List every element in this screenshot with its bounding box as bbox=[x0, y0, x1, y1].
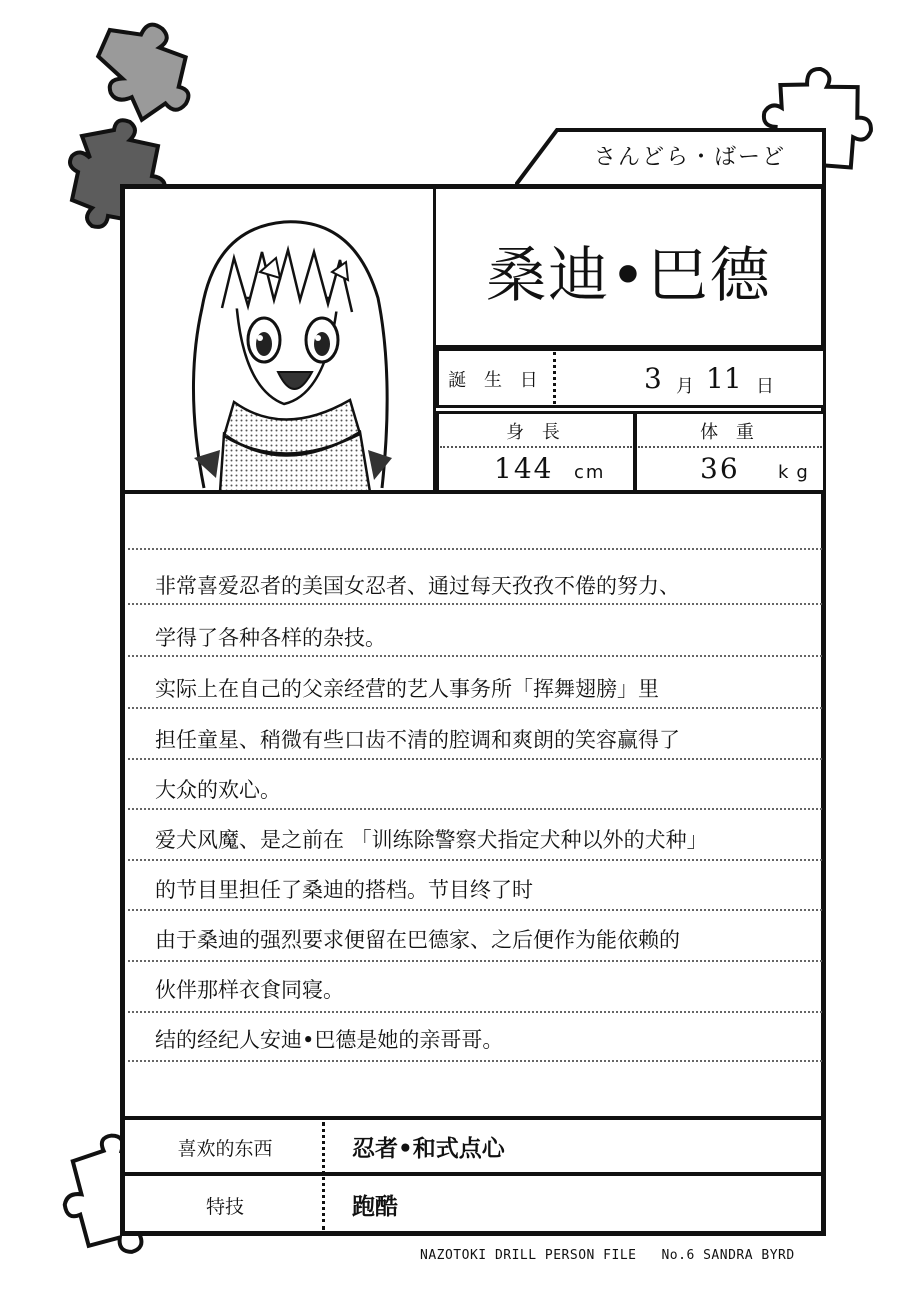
skill-label: 特技 bbox=[205, 1196, 244, 1218]
description-line: 学得了各种各样的杂技。 bbox=[155, 626, 386, 650]
footer-caption: NAZOTOKI DRILL PERSON FILE No.6 SANDRA BYRD bbox=[420, 1248, 795, 1263]
height-unit: cm bbox=[574, 462, 606, 483]
birthday-month: 3 bbox=[644, 362, 662, 395]
character-name: 桑迪•巴德 bbox=[486, 241, 772, 311]
description-line: 实际上在自己的父亲经营的艺人事务所「挥舞翅膀」里 bbox=[155, 677, 659, 701]
favorites-label: 喜欢的东西 bbox=[177, 1138, 273, 1160]
description-line: 由于桑迪的强烈要求便留在巴德家、之后便作为能依赖的 bbox=[155, 928, 680, 952]
weight-unit: kg bbox=[778, 462, 816, 483]
birthday-day-unit: 日 bbox=[756, 376, 774, 397]
character-portrait bbox=[124, 188, 436, 492]
birthday-label: 誕 生 日 bbox=[448, 370, 544, 391]
furigana-label: さんどら・ばーど bbox=[593, 145, 786, 170]
birthday-day: 11 bbox=[706, 362, 742, 395]
description-line: 担任童星、稍微有些口齿不清的腔调和爽朗的笑容赢得了 bbox=[155, 728, 680, 752]
weight-value: 36 bbox=[700, 452, 740, 485]
skill-value: 跑酷 bbox=[352, 1194, 398, 1220]
description-line: 的节目里担任了桑迪的搭档。节目终了时 bbox=[155, 878, 533, 902]
height-label: 身 長 bbox=[506, 422, 566, 443]
height-value: 144 bbox=[494, 452, 554, 485]
birthday-month-unit: 月 bbox=[676, 376, 694, 397]
favorites-value: 忍者•和式点心 bbox=[352, 1136, 505, 1162]
weight-label: 体 重 bbox=[700, 422, 760, 443]
description-line: 爱犬风魔、是之前在 「训练除警察犬指定犬种以外的犬种」 bbox=[155, 828, 708, 852]
description-line: 伙伴那样衣食同寝。 bbox=[155, 978, 344, 1002]
description-line: 大众的欢心。 bbox=[155, 778, 281, 802]
description-line: 非常喜爱忍者的美国女忍者、通过每天孜孜不倦的努力、 bbox=[155, 574, 680, 598]
portrait-frame bbox=[124, 188, 436, 492]
description-line: 结的经纪人安迪•巴德是她的亲哥哥。 bbox=[155, 1028, 504, 1052]
